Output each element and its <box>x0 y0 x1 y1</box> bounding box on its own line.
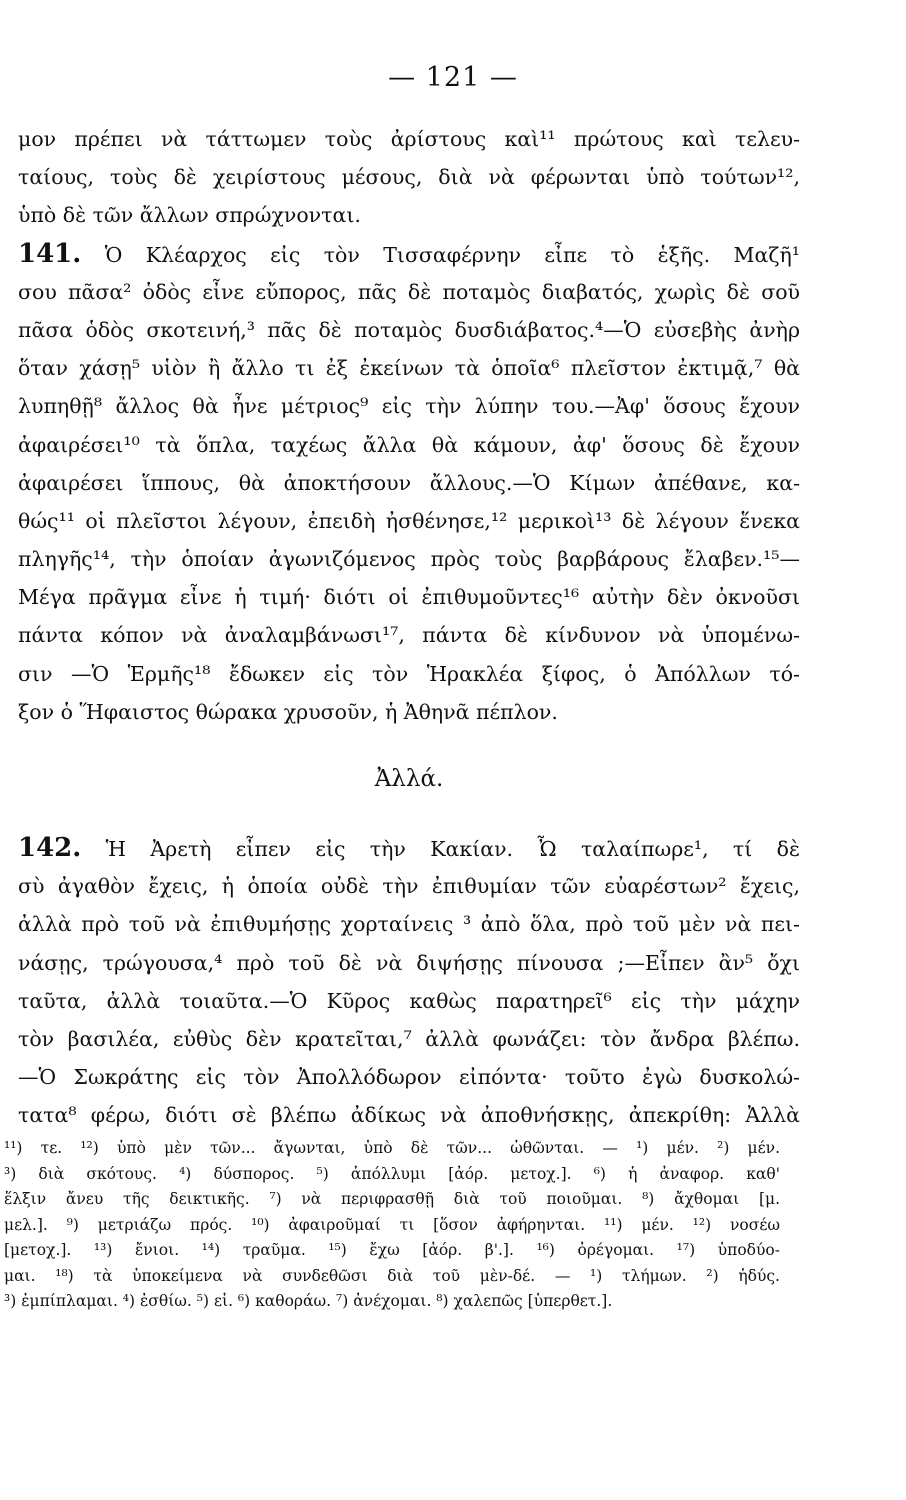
section-number: 142. <box>18 833 82 863</box>
text-line: θώς¹¹ οἱ πλεῖστοι λέγουν, ἐπειδὴ ἠσθένησε,¹² μερικοὶ¹³ δὲ λέγουν ἕνεκα <box>18 508 800 533</box>
footnote-line: ³) ἐμπίπλαμαι. ⁴) ἐσθίω. ⁵) εἰ. ⁶) καθοράω. ⁷) ἀνέχομαι. ⁸) χαλεπῶς [ὑπερθετ.]. <box>4 1292 613 1310</box>
text-line: ταῦτα, ἀλλὰ τοιαῦτα.—Ὁ Κῦρος καθὼς παρατηρεῖ⁶ εἰς τὴν μάχην <box>18 988 800 1013</box>
main-text <box>18 120 800 1135</box>
page-number: — 121 — <box>388 62 518 93</box>
text-line: μον πρέπει νὰ τάττωμεν τοὺς ἀρίστους καὶ¹¹ πρώτους καὶ τελευ- <box>18 127 800 151</box>
text-line: ξον ὁ Ἥφαιστος θώρακα χρυσοῦν, ἡ Ἀθηνᾶ πέπλον. <box>18 699 558 724</box>
section-heading: Ἀλλά. <box>374 766 444 792</box>
text-line: πάντα κόπον νὰ ἀναλαμβάνωσι¹⁷, πάντα δὲ κίνδυνον νὰ ὑπομένω- <box>18 623 800 648</box>
text-line: Μέγα πρᾶγμα εἶνε ἡ τιμή· διότι οἱ ἐπιθυμοῦντες¹⁶ αὐτὴν δὲν ὀκνοῦσι <box>18 585 800 610</box>
text-line: νάσῃς, τρώγουσα,⁴ πρὸ τοῦ δὲ νὰ διψήσῃς πίνουσα ;—Εἶπεν ἂν⁵ ὄχι <box>18 950 800 975</box>
footnote-line: μαι. ¹⁸) τὰ ὑποκείμενα νὰ συνδεθῶσι διὰ τοῦ μὲν-δέ. — ¹) τλήμων. ²) ἡδύς. <box>4 1266 780 1285</box>
footnotes <box>4 1136 780 1315</box>
footnote-line: ἕλξιν ἄνευ τῆς δεικτικῆς. ⁷) νὰ περιφρασθῇ διὰ τοῦ ποιοῦμαι. ⁸) ἄχθομαι [μ. <box>4 1190 780 1208</box>
footnote-line: [μετοχ.]. ¹³) ἔνιοι. ¹⁴) τραῦμα. ¹⁵) ἔχω [ἀόρ. β'.]. ¹⁶) ὀρέγομαι. ¹⁷) ὑποδύο- <box>4 1241 780 1259</box>
text-line: ὑπὸ δὲ τῶν ἄλλων σπρώχνονται. <box>18 203 361 228</box>
text-line: Ὁ Κλέαρχος εἰς τὸν Τισσαφέρνην εἶπε τὸ ἑξῆς. Μαζῆ¹ <box>104 242 800 267</box>
text-line: ἀφαιρέσει ἵππους, θὰ ἀποκτήσουν ἄλλους.—Ὁ Κίμων ἀπέθανε, κα- <box>18 470 800 495</box>
text-line: σου πᾶσα² ὁδὸς εἶνε εὔπορος, πᾶς δὲ ποταμὸς διαβατός, χωρὶς δὲ σοῦ <box>18 279 800 304</box>
section-141-first-line <box>18 235 800 273</box>
text-line: πᾶσα ὁδὸς σκοτεινή,³ πᾶς δὲ ποταμὸς δυσδιάβατος.⁴—Ὁ εὐσεβὴς ἀνὴρ <box>18 317 800 342</box>
text-line: —Ὁ Σωκράτης εἰς τὸν Ἀπολλόδωρον εἰπόντα· τοῦτο ἐγὼ δυσκολώ- <box>18 1065 800 1090</box>
text-line: Ἡ Ἀρετὴ εἶπεν εἰς τὴν Κακίαν. Ὦ ταλαίπωρε¹, τί δὲ <box>105 837 800 861</box>
section-number: 141. <box>18 238 82 269</box>
text-line: σὺ ἀγαθὸν ἔχεις, ἡ ὁποία οὐδὲ τὴν ἐπιθυμίαν τῶν εὐαρέστων² ἔχεις, <box>18 874 800 899</box>
text-line: ἀφαιρέσει¹⁰ τὰ ὅπλα, ταχέως ἄλλα θὰ κάμουν, ἀφ' ὅσους δὲ ἔχουν <box>18 432 800 457</box>
text-line: πληγῆς¹⁴, τὴν ὁποίαν ἀγωνιζόμενος πρὸς τοὺς βαρβάρους ἔλαβεν.¹⁵— <box>18 547 800 572</box>
text-line: λυπηθῇ⁸ ἄλλος θὰ ἦνε μέτριος⁹ εἰς τὴν λύπην του.—Ἀφ' ὅσους ἔχουν <box>18 394 800 419</box>
text-line: τὸν βασιλέα, εὐθὺς δὲν κρατεῖται,⁷ ἀλλὰ φωνάζει: τὸν ἄνδρα βλέπω. <box>18 1026 800 1051</box>
section-142-first-line <box>18 829 800 867</box>
text-line: ἀλλὰ πρὸ τοῦ νὰ ἐπιθυμήσῃς χορταίνεις ³ ἀπὸ ὅλα, πρὸ τοῦ μὲν νὰ πει- <box>18 912 800 937</box>
footnote-line: ¹¹) τε. ¹²) ὑπὸ μὲν τῶν... ἄγωνται, ὑπὸ δὲ τῶν... ὠθῶνται. — ¹) μέν. ²) μέν. <box>4 1139 780 1157</box>
text-line: ταίους, τοὺς δὲ χειρίστους μέσους, διὰ νὰ φέρωνται ὑπὸ τούτων¹², <box>18 165 800 190</box>
text-line: σιν —Ὁ Ἑρμῆς¹⁸ ἔδωκεν εἰς τὸν Ἡρακλέα ξίφος, ὁ Ἀπόλλων τό- <box>18 661 800 686</box>
footnote-line: ³) διὰ σκότους. ⁴) δύσπορος. ⁵) ἀπόλλυμι [ἀόρ. μετοχ.]. ⁶) ἡ ἀναφορ. καθ' <box>4 1164 780 1183</box>
footnote-line: μελ.]. ⁹) μετριάζω πρός. ¹⁰) ἀφαιροῦμαί τι [ὅσον ἀφήρηνται. ¹¹) μέν. ¹²) νοσέω <box>4 1215 780 1234</box>
text-line: τατα⁸ φέρω, διότι σὲ βλέπω ἀδίκως νὰ ἀποθνήσκῃς, ἀπεκρίθη: Ἀλλὰ <box>18 1103 800 1128</box>
text-line: ὅταν χάσῃ⁵ υἱὸν ἢ ἄλλο τι ἐξ ἐκείνων τὰ ὁποῖα⁶ πλεῖστον ἐκτιμᾷ,⁷ θὰ <box>18 356 800 381</box>
